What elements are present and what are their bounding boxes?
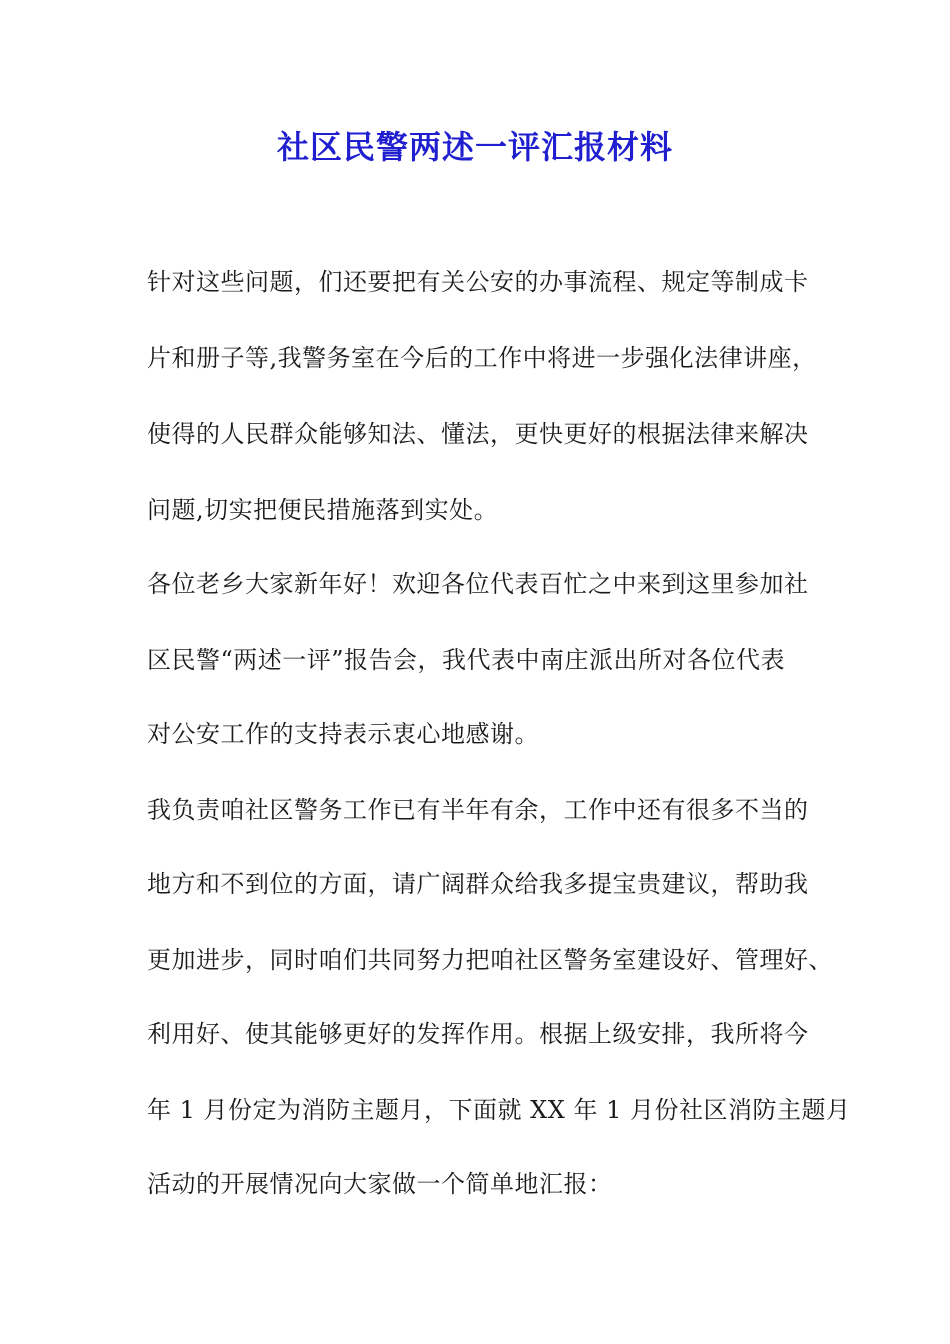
paragraph-line: 区民警“两述一评”报告会，我代表中南庄派出所对各位代表 [147,646,786,674]
paragraph-line: 片和册子等,我警务室在今后的工作中将进一步强化法律讲座， [147,344,817,372]
paragraph-line: 活动的开展情况向大家做一个简单地汇报： [147,1170,613,1198]
paragraph-line: 使得的人民群众能够知法、懂法，更快更好的根据法律来解决 [147,420,809,448]
paragraph-line: 针对这些问题，们还要把有关公安的办事流程、规定等制成卡 [147,268,809,296]
document-title: 社区民警两述一评汇报材料 [276,128,673,166]
paragraph-line: 年 1 月份定为消防主题月，下面就 XX 年 1 月份社区消防主题月 [147,1096,851,1124]
paragraph-line: 地方和不到位的方面，请广阔群众给我多提宝贵建议，帮助我 [147,870,809,898]
paragraph-line: 利用好、使其能够更好的发挥作用。根据上级安排，我所将今 [147,1020,809,1048]
paragraph-line: 对公安工作的支持表示衷心地感谢。 [147,720,539,748]
paragraph-line: 问题,切实把便民措施落到实处。 [147,496,499,524]
paragraph-line: 我负责咱社区警务工作已有半年有余，工作中还有很多不当的 [147,796,809,824]
paragraph-line: 更加进步，同时咱们共同努力把咱社区警务室建设好、管理好、 [147,946,833,974]
paragraph-line: 各位老乡大家新年好！欢迎各位代表百忙之中来到这里参加社 [147,570,809,598]
